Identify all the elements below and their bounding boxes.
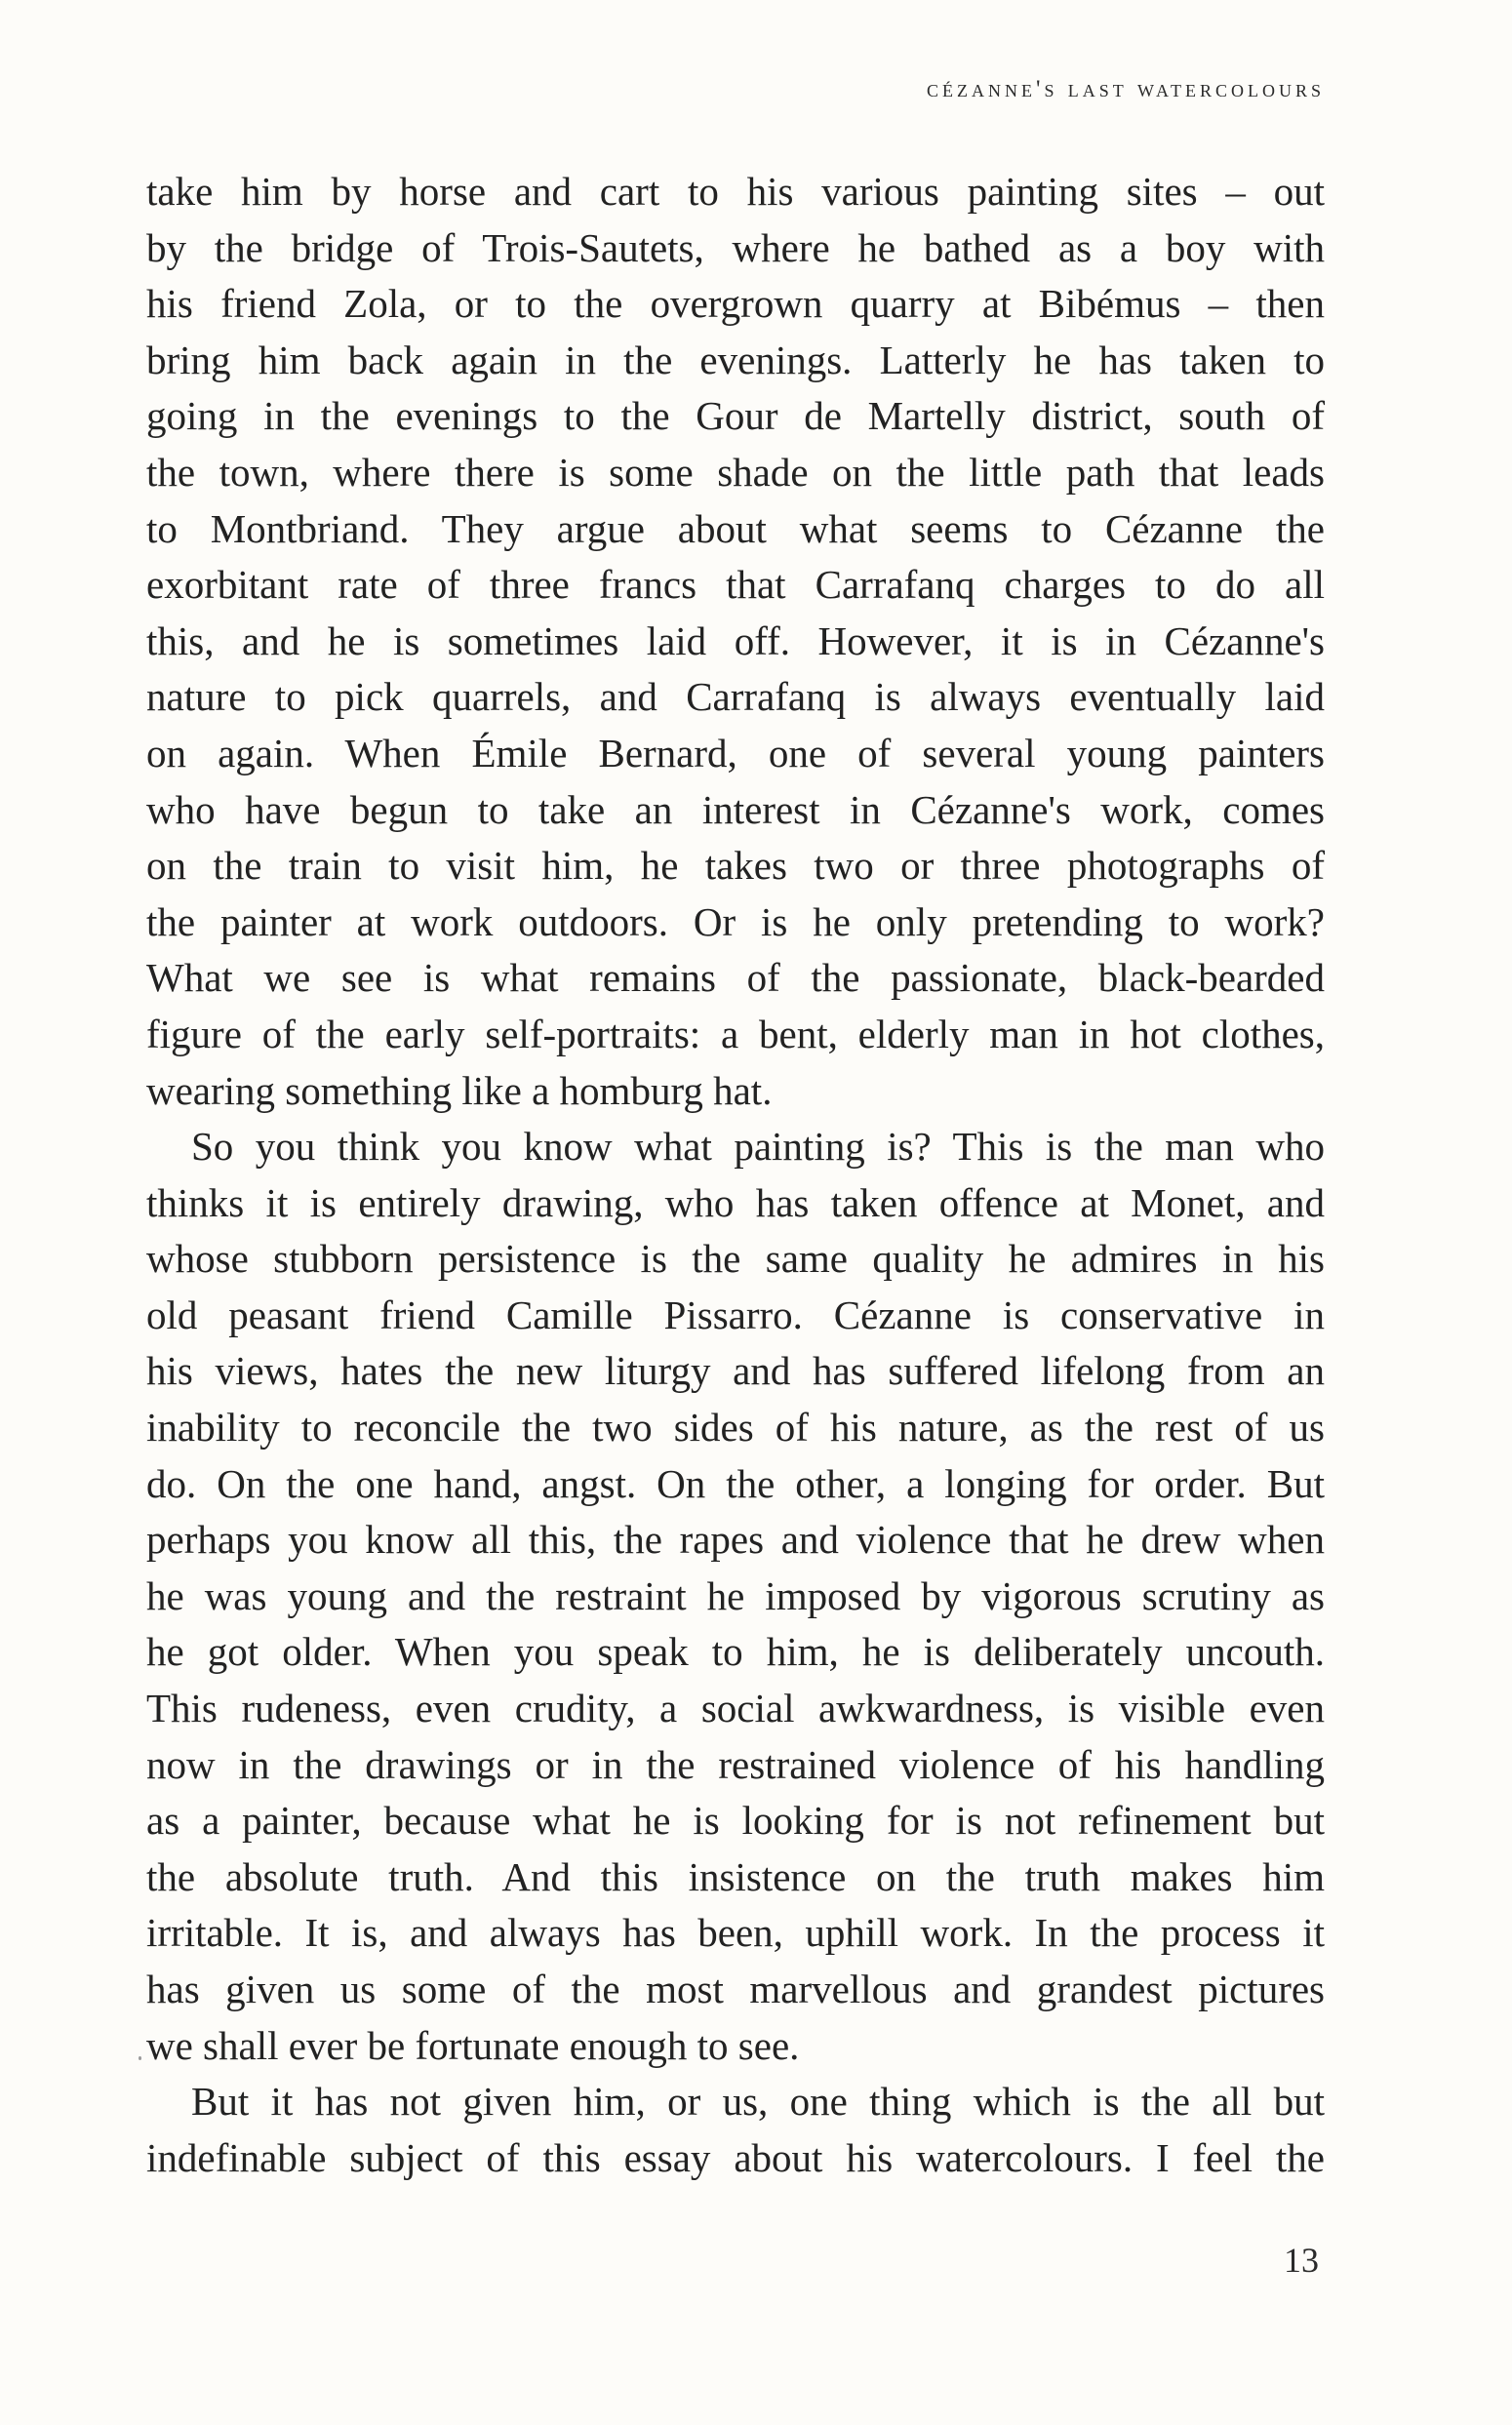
text-line: irritable. It is, and always has been, uphill work. In the process it — [146, 1910, 1325, 1956]
text-line: indefinable subject of this essay about his watercolours. I feel the — [146, 2134, 1325, 2180]
page-speck — [139, 2056, 141, 2060]
text-line: old peasant friend Camille Pissarro. Cézanne is conservative in — [146, 1292, 1325, 1337]
text-line: he got older. When you speak to him, he is deliberately uncouth. — [146, 1629, 1325, 1675]
text-line: this, and he is sometimes laid off. However, it is in Cézanne's — [146, 617, 1325, 663]
text-line: on the train to visit him, he takes two or three photographs of — [146, 843, 1325, 889]
text-line: on again. When Émile Bernard, one of several young painters — [146, 730, 1325, 775]
text-line: do. On the one hand, angst. On the other, a longing for order. But — [146, 1460, 1325, 1506]
text-line: now in the drawings or in the restrained violence of his handling — [146, 1741, 1325, 1787]
text-line: bring him back again in the evenings. Latterly he has taken to — [146, 337, 1325, 382]
text-line: his views, hates the new liturgy and has suffered lifelong from an — [146, 1348, 1325, 1394]
text-line: as a painter, because what he is looking for is not refinement but — [146, 1798, 1325, 1844]
body-text — [146, 164, 1325, 2186]
text-line: the absolute truth. And this insistence on the truth makes him — [146, 1853, 1325, 1899]
text-line: to Montbriand. They argue about what seems to Cézanne the — [146, 505, 1325, 551]
text-line: thinks it is entirely drawing, who has taken offence at Monet, and — [146, 1179, 1325, 1225]
text-line: This rudeness, even crudity, a social awkwardness, is visible even — [146, 1686, 1325, 1731]
text-line: So you think you know what painting is? This is the man who — [191, 1124, 1325, 1170]
text-line: nature to pick quarrels, and Carrafanq is always eventually laid — [146, 674, 1325, 720]
text-line: has given us some of the most marvellous and grandest pictures — [146, 1967, 1325, 2011]
text-line: the painter at work outdoors. Or is he only pretending to work? — [146, 898, 1325, 944]
text-line: his friend Zola, or to the overgrown quarry at Bibémus – then — [146, 281, 1325, 327]
text-line: perhaps you know all this, the rapes and violence that he drew when — [146, 1517, 1325, 1563]
text-line: take him by horse and cart to his various painting sites – out — [146, 169, 1325, 214]
text-line: inability to reconcile the two sides of his nature, as the rest of us — [146, 1405, 1325, 1451]
text-line: he was young and the restraint he imposed by vigorous scrutiny as — [146, 1572, 1325, 1618]
text-line: wearing something like a homburg hat. — [146, 1067, 773, 1113]
text-line: going in the evenings to the Gour de Martelly district, south of — [146, 393, 1325, 439]
text-line: by the bridge of Trois-Sautets, where he bathed as a boy with — [146, 224, 1325, 270]
text-line: figure of the early self-portraits: a bent, elderly man in hot clothes, — [146, 1011, 1325, 1056]
text-line: who have begun to take an interest in Cézanne's work, comes — [146, 786, 1325, 832]
text-line: What we see is what remains of the passionate, black-bearded — [146, 955, 1325, 1001]
page-number: 13 — [1284, 2241, 1319, 2280]
text-line: whose stubborn persistence is the same quality he admires in his — [146, 1236, 1325, 1282]
text-line: But it has not given him, or us, one thing which is the all but — [191, 2079, 1325, 2125]
text-line: exorbitant rate of three francs that Carrafanq charges to do all — [146, 562, 1325, 608]
text-line: we shall ever be fortunate enough to see. — [146, 2022, 800, 2068]
text-line: the town, where there is some shade on the little path that leads — [146, 449, 1325, 495]
running-head: cézanne's last watercolours — [926, 76, 1325, 102]
